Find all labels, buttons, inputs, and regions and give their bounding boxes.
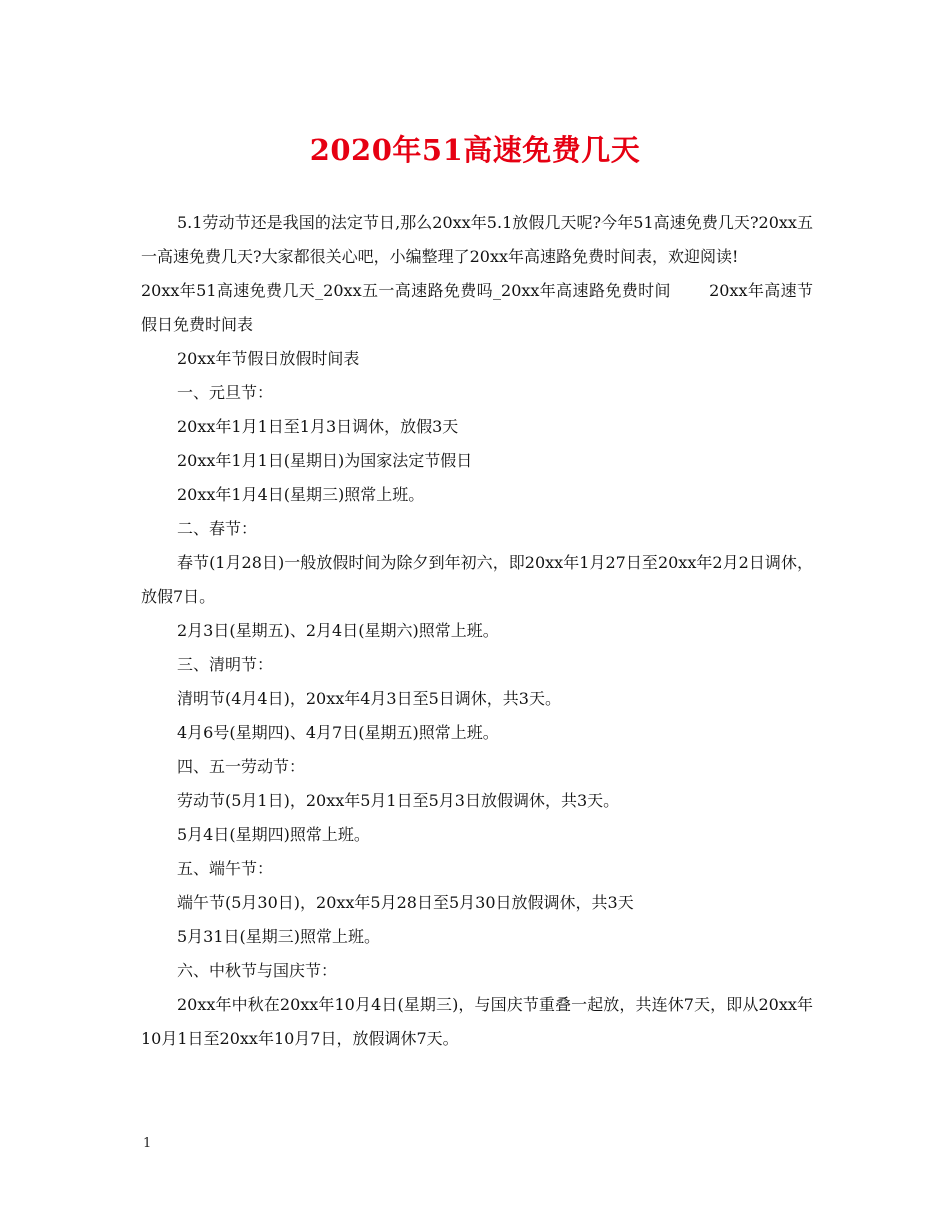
paragraph: 5月31日(星期三)照常上班。 <box>177 927 381 946</box>
paragraph: 端午节(5月30日)，20xx年5月28日至5月30日放假调休，共3天 <box>177 893 634 912</box>
paragraph: 2月3日(星期五)、2月4日(星期六)照常上班。 <box>177 621 499 640</box>
section-heading: 六、中秋节与国庆节： <box>177 961 338 980</box>
paragraph: 清明节(4月4日)，20xx年4月3日至5日调休，共3天。 <box>177 689 561 708</box>
document-title: 2020年51高速免费几天 <box>309 133 641 167</box>
paragraph: 20xx年节假日放假时间表 <box>177 349 360 368</box>
document-body <box>141 206 813 1056</box>
section-heading: 二、春节： <box>177 519 258 538</box>
paragraph: 5月4日(星期四)照常上班。 <box>177 825 370 844</box>
paragraph: 4月6号(星期四)、4月7日(星期五)照常上班。 <box>177 723 499 742</box>
section-heading: 三、清明节： <box>177 655 274 674</box>
section-heading: 五、端午节： <box>177 859 274 878</box>
paragraph: 20xx年中秋在20xx年10月4日(星期三)，与国庆节重叠一起放，共连休7天，即从20xx年10月1日至20xx年10月7日，放假调休7天。 <box>141 995 813 1048</box>
paragraph: 20xx年1月1日(星期日)为国家法定节假日 <box>177 451 473 470</box>
section-heading: 四、五一劳动节： <box>177 757 306 776</box>
page-number: 1 <box>143 1136 152 1151</box>
paragraph: 5.1劳动节还是我国的法定节日,那么20xx年5.1放假几天呢?今年51高速免费几天?20xx五一高速免费几天?大家都很关心吧，小编整理了20xx年高速路免费时间表，欢迎阅读! <box>141 213 813 266</box>
paragraph: 劳动节(5月1日)，20xx年5月1日至5月3日放假调休，共3天。 <box>177 791 620 810</box>
section-heading: 一、元旦节： <box>177 383 274 402</box>
paragraph: 20xx年51高速免费几天_20xx五一高速路免费吗_20xx年高速路免费时间 20xx年高速节假日免费时间表 <box>141 281 813 334</box>
paragraph: 20xx年1月1日至1月3日调休，放假3天 <box>177 417 459 436</box>
paragraph: 20xx年1月4日(星期三)照常上班。 <box>177 485 425 504</box>
paragraph: 春节(1月28日)一般放假时间为除夕到年初六，即20xx年1月27日至20xx年2月2日调休，放假7日。 <box>141 553 813 606</box>
